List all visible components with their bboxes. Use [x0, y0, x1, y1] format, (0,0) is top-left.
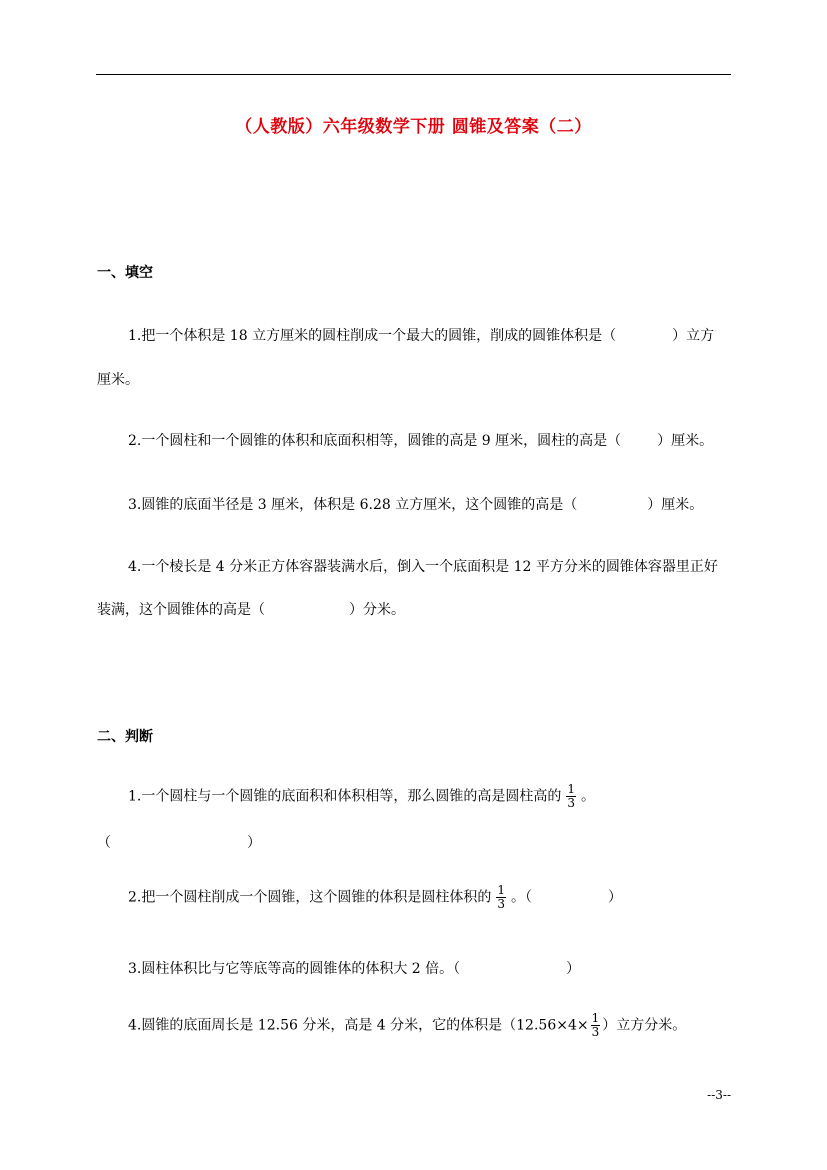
- question-text: 2.把一个圆柱削成一个圆锥，这个圆锥的体积是圆柱体积的: [128, 889, 492, 906]
- question-judge-1-answer: [97, 832, 261, 852]
- question-judge-2: [128, 884, 622, 911]
- fraction-one-third: $\frac{1}{3}$: [497, 883, 505, 911]
- question-text: ）厘米。: [657, 433, 714, 449]
- question-fill-4: 4.一个棱长是 4 分米正方体容器装满水后，倒入一个底面积是 12 平方分米的圆锥体容器里正好: [128, 559, 718, 575]
- question-text: 3.圆锥的底面半径是 3 厘米，体积是 6.28 立方厘米，这个圆锥的高是（: [128, 497, 578, 513]
- question-text: ）立方分米。: [602, 1017, 687, 1034]
- question-fill-1-continuation: 厘米。: [97, 372, 139, 388]
- question-judge-4: [128, 1012, 686, 1039]
- question-text: ）分米。: [349, 602, 405, 618]
- question-text: 。（: [511, 889, 532, 906]
- answer-close-paren: ）: [608, 889, 622, 906]
- answer-close-paren: ）: [566, 961, 581, 977]
- section-heading-judgement: 二、判断: [97, 729, 153, 745]
- question-text: 1.一个圆柱与一个圆锥的底面积和体积相等，那么圆锥的高是圆柱高的: [128, 788, 562, 805]
- question-text: ）立方: [672, 328, 715, 344]
- question-fill-4-continuation: [97, 599, 405, 619]
- question-text: ）厘米。: [647, 497, 704, 513]
- section-heading-fill-blank: 一、填空: [97, 265, 153, 281]
- page-number: --3--: [707, 1088, 731, 1102]
- fraction-one-third: $\frac{1}{3}$: [591, 1011, 600, 1039]
- question-fill-1: [128, 325, 714, 345]
- document-title: （人教版）六年级数学下册 圆锥及答案（二）: [235, 117, 592, 137]
- question-judge-3: [128, 958, 580, 978]
- question-fill-3: [128, 494, 703, 514]
- question-text: 3.圆柱体积比与它等底等高的圆锥体的体积大 2 倍。（: [128, 961, 461, 977]
- question-text: 装满，这个圆锥体的高是（: [97, 602, 265, 618]
- question-text: 。: [581, 788, 595, 805]
- answer-open-paren: （: [97, 835, 111, 851]
- question-judge-1: [128, 783, 595, 810]
- question-text: 1.把一个体积是 18 立方厘米的圆柱削成一个最大的圆锥，削成的圆锥体积是（: [128, 328, 617, 344]
- question-fill-2: [128, 430, 713, 450]
- fraction-one-third: $\frac{1}{3}$: [567, 782, 575, 810]
- answer-close-paren: ）: [247, 835, 261, 851]
- header-rule: [96, 74, 731, 75]
- question-text: 2.一个圆柱和一个圆锥的体积和底面积相等，圆锥的高是 9 厘米，圆柱的高是（: [128, 433, 622, 449]
- question-text: 4.圆锥的底面周长是 12.56 分米，高是 4 分米，它的体积是（12.56×4×: [128, 1017, 589, 1034]
